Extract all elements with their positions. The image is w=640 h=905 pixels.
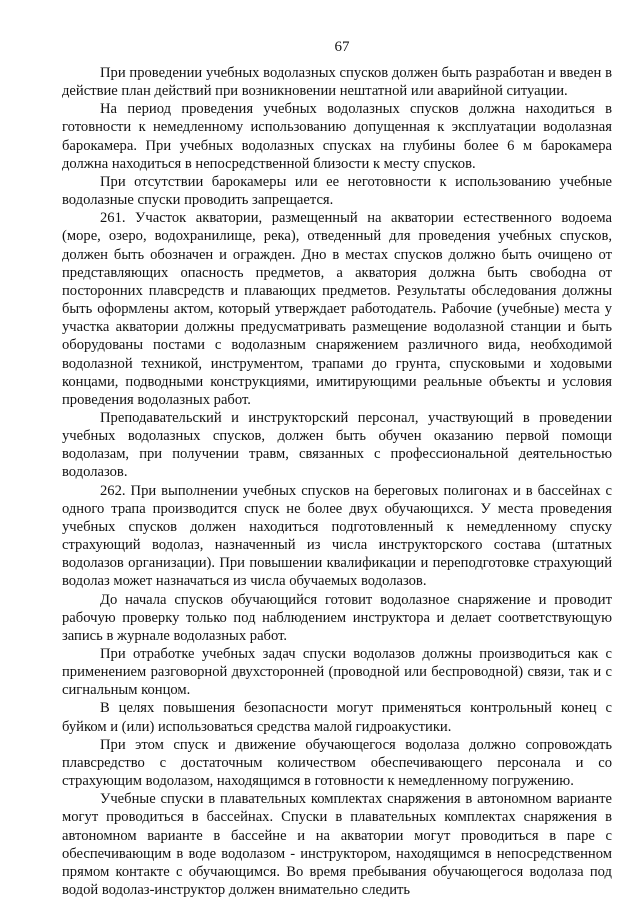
paragraph: В целях повышения безопасности могут применяться контрольный конец с буйком и (или) использоваться средства малой гидроакустики. [62, 700, 612, 735]
paragraph: Преподавательский и инструкторский персонал, участвующий в проведении учебных водолазных спусков, должен быть обучен оказанию первой помощи водолазам, при получении травм, связанных с профессиональной деятельностью водолазов. [62, 409, 612, 481]
paragraph: При отсутствии барокамеры или ее неготовности к использованию учебные водолазные спуски проводить запрещается. [62, 173, 612, 209]
body-text [62, 64, 612, 899]
page-number: 67 [334, 39, 350, 55]
paragraph: 261. Участок акватории, размещенный на акватории естественного водоема (море, озеро, водохранилище, река), отведенный для проведения учебных спусков, должен быть обозначен и огражден. Дно в местах спусков должно быть очищено от представляющих опасность предметов, а акватория должна быть свободна от посторонних плавсредств и плавающих предметов. Результаты обследования должны быть оформлены актом, который утверждает работодатель. Рабочие (учебные) места у участка акватории должны предусматривать размещение водолазной станции и быть оборудованы постами с водолазным снаряжением различного вида, необходимой водолазной техникой, инструментом, трапами до грунта, спусковыми и ходовыми концами, подводными конструкциями, имитирующими реальные объекты и условия проведения водолазных работ. [62, 210, 612, 408]
paragraph: При этом спуск и движение обучающегося водолаза должно сопровождать плавсредство с достаточным количеством обеспечивающего персонала и со страхующим водолазом, находящимся в готовности к немедленному погружению. [62, 736, 612, 790]
paragraph: При отработке учебных задач спуски водолазов должны производиться как с применением разговорной двухсторонней (проводной или беспроводной) связи, так и с сигнальным концом. [62, 646, 612, 699]
paragraph: При проведении учебных водолазных спусков должен быть разработан и введен в действие план действий при возникновении нештатной или аварийной ситуации. [62, 65, 612, 100]
paragraph: На период проведения учебных водолазных спусков должна находиться в готовности к немедленному использованию допущенная к эксплуатации водолазная барокамера. При учебных водолазных спусках на глубины более 6 м барокамера должна находиться в непосредственной близости к месту спусков. [62, 101, 612, 172]
paragraph: Учебные спуски в плавательных комплектах снаряжения в автономном варианте могут проводиться в бассейнах. Спуски в плавательных комплектах снаряжения в автономном варианте в бассейне и на акватории могут проводиться в паре с обеспечивающим в воде водолазом - инструктором, находящимся в непосредственном прямом контакте с обучающимся. Во время пребывания обучающегося водолаза под водой водолаз-инструктор должен внимательно следить [62, 791, 612, 899]
paragraph: До начала спусков обучающийся готовит водолазное снаряжение и проводит рабочую проверку только под наблюдением инструктора и делает соответствующую запись в журнале водолазных работ. [62, 591, 612, 644]
paragraph: 262. При выполнении учебных спусков на береговых полигонах и в бассейнах с одного трапа производится спуск не более двух обучающихся. У места проведения учебных спусков должен находиться подготовленный к немедленному спуску страхующий водолаз, назначенный из числа инструкторского состава (штатных водолазов организации). При повышении квалификации и переподготовке страхующий водолаз может назначаться из числа обучаемых водолазов. [62, 482, 612, 590]
